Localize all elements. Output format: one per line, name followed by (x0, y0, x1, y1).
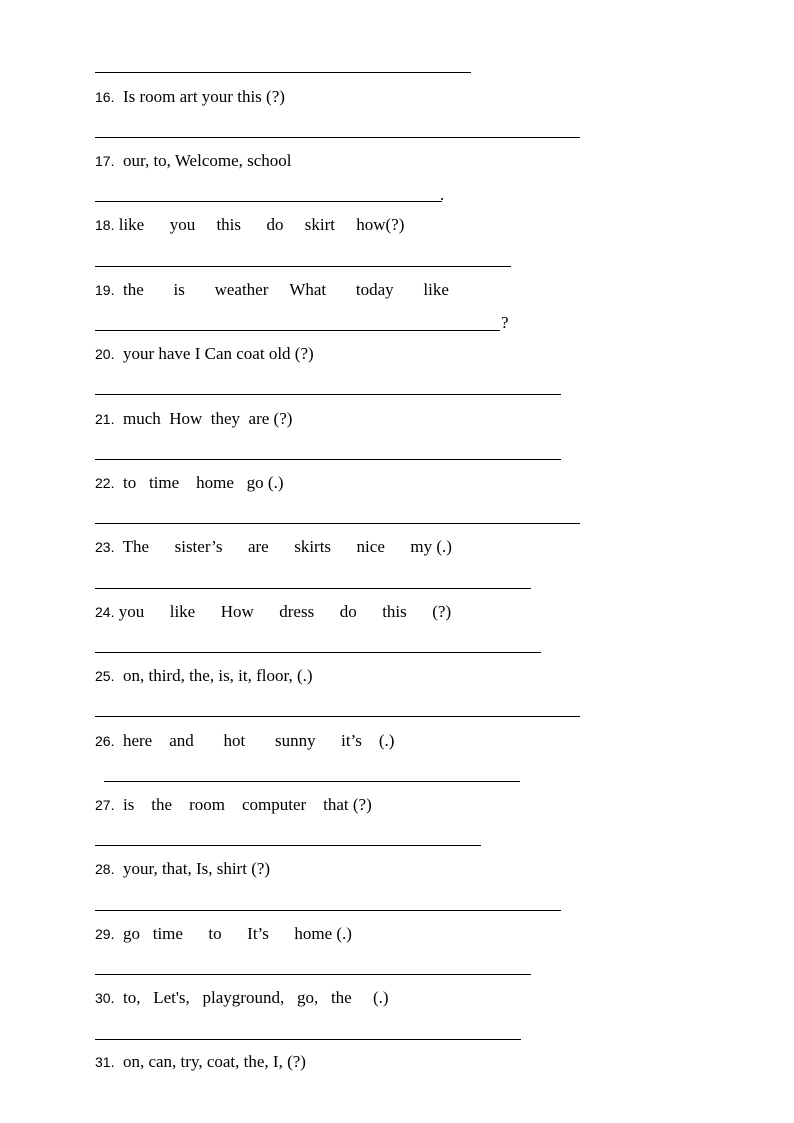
question-31: 31. on, can, try, coat, the, I, (?) (95, 1052, 306, 1071)
question-number: 16 (95, 89, 111, 105)
question-text: our, to, Welcome, school (122, 151, 292, 170)
answer-line[interactable] (95, 459, 561, 460)
question-text: your, that, Is, shirt (?) (122, 859, 271, 878)
answer-line[interactable] (95, 201, 442, 202)
question-text: you like How dress do this (?) (118, 602, 452, 621)
question-24: 24. you like How dress do this (?) (95, 602, 452, 621)
answer-line[interactable] (95, 1039, 521, 1040)
question-number: 19 (95, 282, 111, 298)
question-number: 30 (95, 990, 111, 1006)
question-text: on, can, try, coat, the, I, (?) (122, 1052, 306, 1071)
question-number: 29 (95, 926, 111, 942)
question-29: 29. go time to It’s home (.) (95, 924, 352, 943)
question-text: The sister’s are skirts nice my (.) (122, 537, 452, 556)
question-number: 20 (95, 346, 111, 362)
question-text: is the room computer that (?) (122, 795, 372, 814)
answer-line[interactable] (104, 781, 520, 782)
question-text: Is room art your this (?) (122, 87, 285, 106)
question-text: here and hot sunny it’s (.) (122, 731, 395, 750)
question-number: 21 (95, 411, 111, 427)
question-number: 24 (95, 604, 111, 620)
question-18: 18. like you this do skirt how(?) (95, 215, 405, 234)
question-16: 16. Is room art your this (?) (95, 87, 285, 106)
question-number: 27 (95, 797, 111, 813)
question-25: 25. on, third, the, is, it, floor, (.) (95, 666, 313, 685)
question-number: 25 (95, 668, 111, 684)
question-text: to time home go (.) (122, 473, 284, 492)
answer-line[interactable] (95, 974, 531, 975)
question-number: 17 (95, 153, 111, 169)
question-23: 23. The sister’s are skirts nice my (.) (95, 537, 452, 556)
question-30: 30. to, Let's, playground, go, the (.) (95, 988, 389, 1007)
answer-line[interactable] (95, 910, 561, 911)
question-17: 17. our, to, Welcome, school (95, 151, 292, 170)
answer-line-period: . (440, 185, 445, 204)
answer-line[interactable] (95, 652, 541, 653)
question-27: 27. is the room computer that (?) (95, 795, 372, 814)
question-22: 22. to time home go (.) (95, 473, 284, 492)
question-number: 22 (95, 475, 111, 491)
question-21: 21. much How they are (?) (95, 409, 293, 428)
answer-line[interactable] (95, 330, 500, 331)
question-text: to, Let's, playground, go, the (.) (122, 988, 389, 1007)
answer-line[interactable] (95, 266, 511, 267)
question-text: much How they are (?) (122, 409, 293, 428)
answer-line[interactable] (95, 394, 561, 395)
question-number: 28 (95, 861, 111, 877)
question-number: 31 (95, 1054, 111, 1070)
answer-line[interactable] (95, 588, 531, 589)
question-number: 18 (95, 217, 111, 233)
question-text: your have I Can coat old (?) (122, 344, 314, 363)
question-26: 26. here and hot sunny it’s (.) (95, 731, 395, 750)
question-28: 28. your, that, Is, shirt (?) (95, 859, 271, 878)
question-text: like you this do skirt how(?) (118, 215, 405, 234)
question-text: the is weather What today like (122, 280, 449, 299)
question-text: on, third, the, is, it, floor, (.) (122, 666, 313, 685)
question-20: 20. your have I Can coat old (?) (95, 344, 314, 363)
answer-line[interactable] (95, 523, 580, 524)
question-number: 26 (95, 733, 111, 749)
answer-line[interactable] (95, 72, 471, 73)
question-number: 23 (95, 539, 111, 555)
question-19: 19. the is weather What today like (95, 280, 449, 299)
answer-line[interactable] (95, 137, 580, 138)
answer-line[interactable] (95, 716, 580, 717)
answer-line-question-mark: ? (501, 313, 509, 332)
question-text: go time to It’s home (.) (122, 924, 352, 943)
answer-line[interactable] (95, 845, 481, 846)
